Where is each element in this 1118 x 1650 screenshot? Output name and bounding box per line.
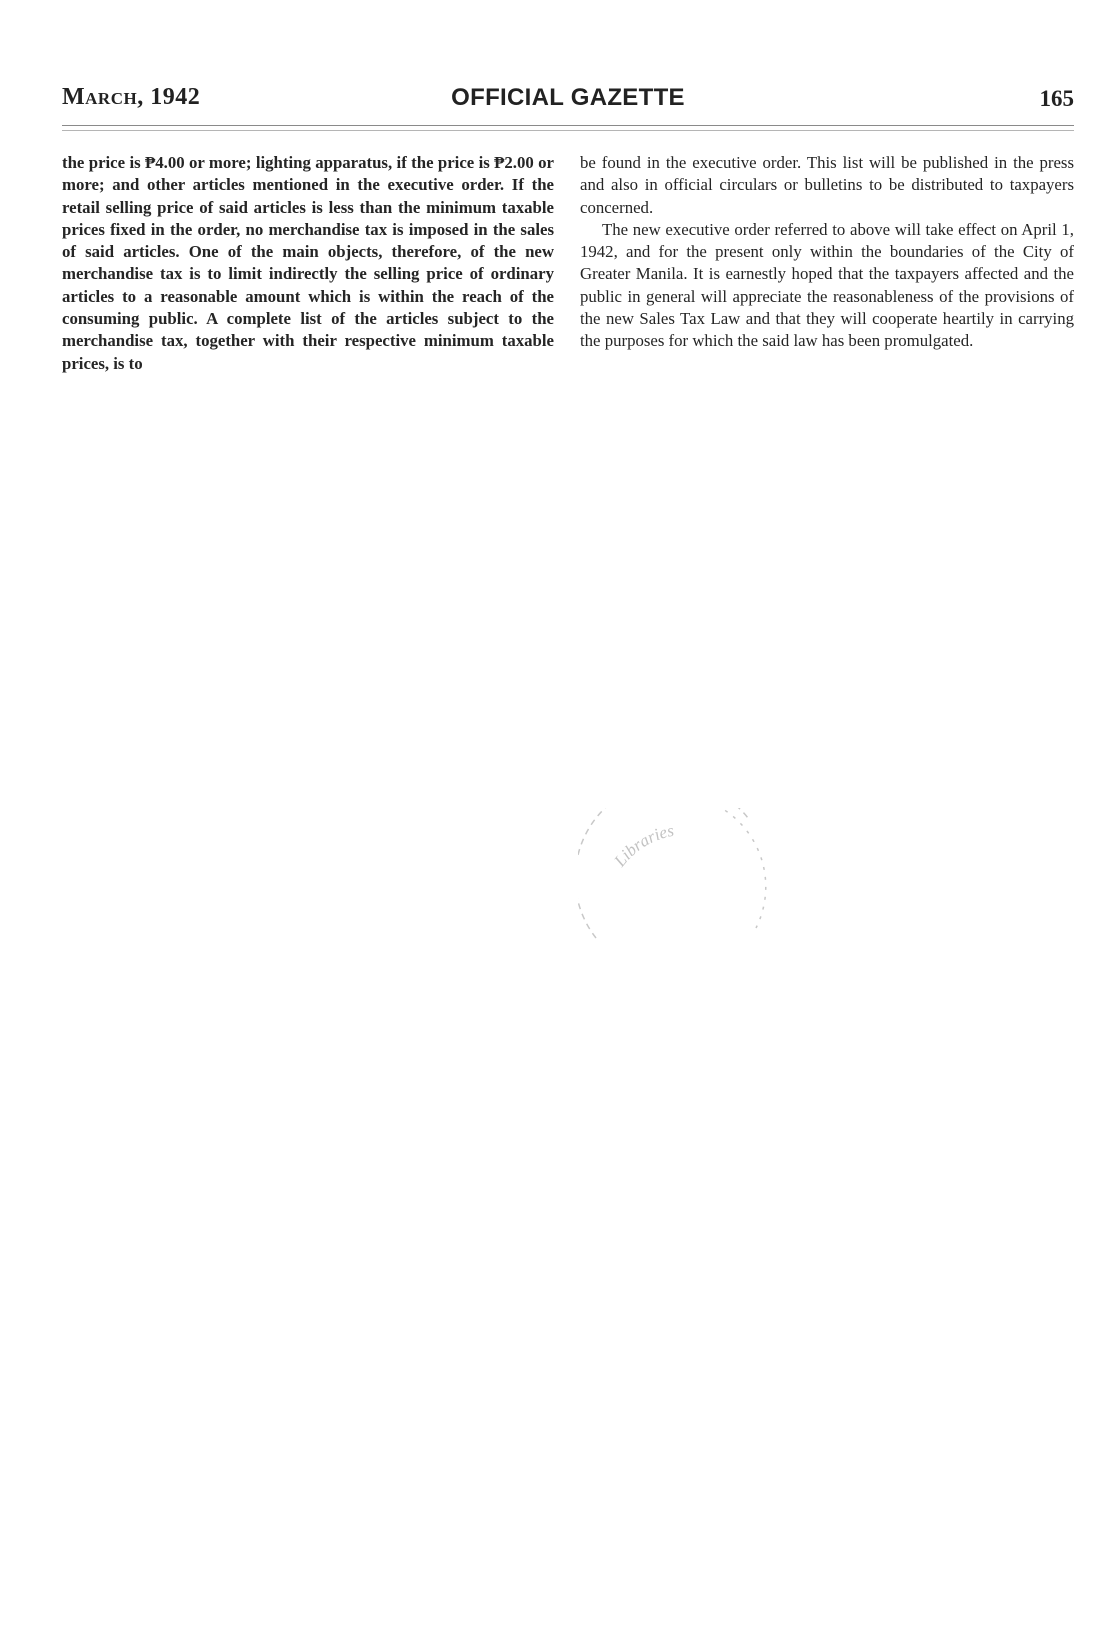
page-number: 165: [1039, 86, 1074, 111]
stamp-text: Libraries: [610, 820, 676, 871]
left-column-text: the price is ₱4.00 or more; lighting apparatus, if the price is ₱2.00 or more; and other articles mentioned in the executive order. If the retail selling price of said articles is less than the minimum taxable prices fixed in the order, no merchandise tax is imposed in the sales of said articles. One of the main objects, therefore, of the new merchandise tax is to limit indirectly the selling price of ordinary articles to a reasonable amount which is within the reach of the consuming public. A complete list of the articles subject to the merchandise tax, together with their respective minimum taxable prices, is to: [62, 153, 554, 373]
page-header: [62, 84, 1074, 120]
library-stamp-icon: [578, 808, 788, 978]
left-column: [62, 152, 554, 375]
header-date: March, 1942: [62, 84, 201, 110]
right-column-paragraph-1: be found in the executive order. This list will be published in the press and also in official circulars or bulletins to be distributed to taxpayers concerned.: [580, 153, 1074, 217]
header-rule-top: [62, 125, 1074, 126]
header-title: OFFICIAL GAZETTE: [451, 84, 685, 111]
right-column-paragraph-2: The new executive order referred to above will take effect on April 1, 1942, and for the present only within the boundaries of the City of Greater Manila. It is earnestly hoped that the taxpayers affected and the public in general will appreciate the reasonableness of the provisions of the new Sales Tax Law and that they will cooperate heartily in carrying the purposes for which the said law has been promulgated.: [580, 219, 1074, 351]
header-rule-bottom: [62, 130, 1074, 131]
right-column: [580, 152, 1074, 353]
